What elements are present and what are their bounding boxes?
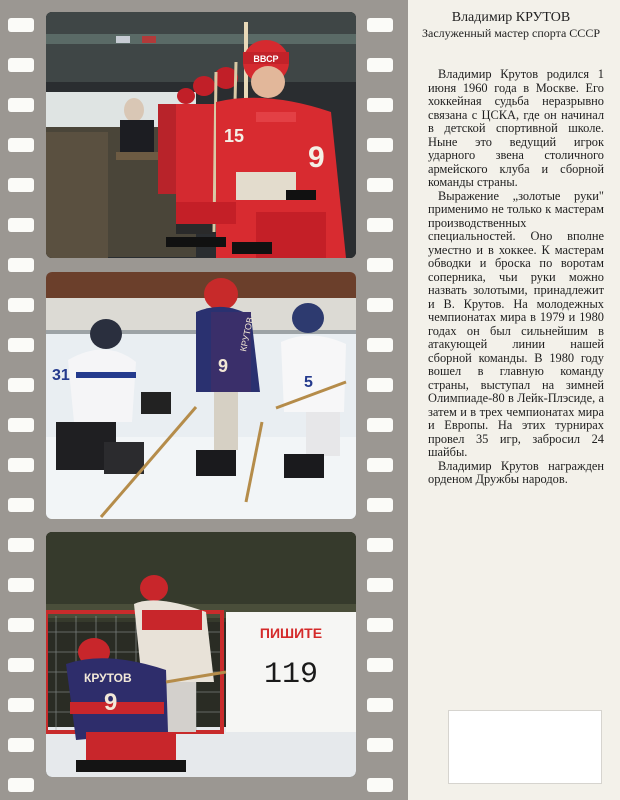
film-sprocket-hole [8,218,34,232]
film-sprocket-hole [367,418,393,432]
paragraph-2: Выражение „золотые руки" применимо не только к мастерам производственных специальностей. Оно вполне уместно и в хоккее. К мастерам обводки и броска по воротам соперника, чьи руки можно назвать золотыми, принадлежит и В. Крутов. На молодежных чемпионатах мира в 1979 и 1980 годах он был сильнейшим в атакующей линии нашей сборной команды. В 1980 году вошел в главную команду страны, выступал на зимней Олимпиаде-80 в Лейк-Плэсиде, а затем и в трех чемпионатах мира и Европы. На этих турнирах провел 35 игр, забросил 24 шайбы. [428,188,604,459]
film-sprocket-hole [8,618,34,632]
film-sprocket-hole [8,58,34,72]
center-player-number: 9 [218,356,229,376]
film-sprocket-hole [367,18,393,32]
film-sprocket-hole [8,258,34,272]
net-jersey-number: 9 [104,689,118,716]
photo-action-goal-image [46,272,356,519]
film-holes-right [367,0,393,800]
center-jersey-name: КРУТОВ [238,316,256,353]
jersey-number-2: 15 [224,126,245,146]
film-sprocket-hole [367,58,393,72]
film-sprocket-hole [8,658,34,672]
film-sprocket-hole [367,578,393,592]
film-sprocket-hole [367,698,393,712]
film-sprocket-hole [367,138,393,152]
film-sprocket-hole [367,738,393,752]
photo-action-net-image [46,532,356,777]
film-sprocket-hole [8,498,34,512]
film-sprocket-hole [8,738,34,752]
photo-action-net [46,532,356,777]
film-sprocket-hole [8,178,34,192]
film-sprocket-hole [8,378,34,392]
film-sprocket-hole [367,658,393,672]
film-sprocket-hole [8,538,34,552]
film-sprocket-hole [8,458,34,472]
film-sprocket-hole [367,618,393,632]
film-sprocket-hole [367,218,393,232]
blank-label-box [448,710,602,784]
film-sprocket-hole [8,578,34,592]
board-number: 119 [263,658,319,692]
film-sprocket-hole [367,778,393,792]
film-sprocket-hole [367,458,393,472]
board-text: ПИШИТЕ [259,625,323,641]
film-sprocket-hole [367,298,393,312]
film-sprocket-hole [8,698,34,712]
paragraph-3: Владимир Крутов награжден орденом Дружбы народов. [428,458,604,486]
helmet-text: ВВСР [253,54,279,64]
film-sprocket-hole [367,178,393,192]
film-sprocket-hole [8,338,34,352]
right-player-number: 5 [304,374,313,391]
photo-bench [46,12,356,258]
film-sprocket-hole [8,298,34,312]
net-jersey-name: КРУТОВ [84,671,132,685]
film-sprocket-hole [367,98,393,112]
goalie-number: 31 [52,367,70,384]
film-sprocket-hole [8,18,34,32]
film-sprocket-hole [8,98,34,112]
film-sprocket-hole [367,338,393,352]
paragraph-1: Владимир Крутов родился 1 июня 1960 года в Москве. Его хоккейная судьба неразрывно связана с ЦСКА, где он начинал в детской спортивной школе. Ныне это ведущий игрок ударного звена столичного армейского клуба и сборной команды страны. [428,67,604,189]
film-sprocket-hole [8,138,34,152]
film-sprocket-hole [8,418,34,432]
article-body [428,68,604,487]
film-sprocket-hole [367,498,393,512]
author-title: Заслуженный мастер спорта СССР [421,26,600,40]
film-holes-left [8,0,34,800]
author-name: Владимир КРУТОВ [451,10,571,25]
photo-action-goal [46,272,356,519]
film-sprocket-hole [367,538,393,552]
photo-bench-image [46,12,356,258]
article [418,0,612,800]
film-sprocket-hole [8,778,34,792]
jersey-number-1: 9 [308,141,325,174]
film-sprocket-hole [367,258,393,272]
film-sprocket-hole [367,378,393,392]
